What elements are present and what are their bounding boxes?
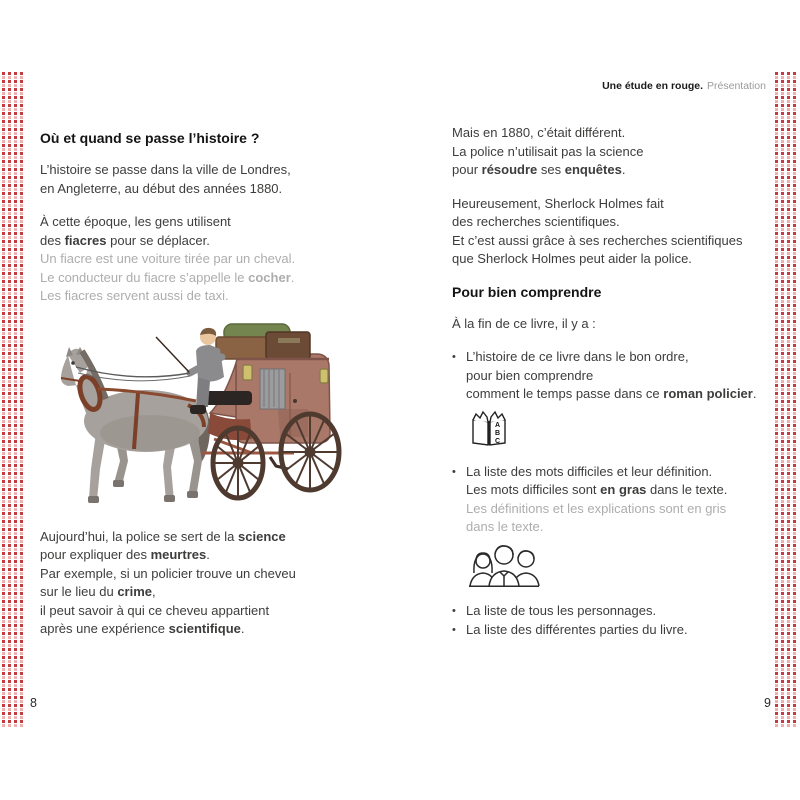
text-line: Les mots difficiles sont en gras dans le texte.: [466, 482, 728, 497]
bullet-dot: •: [452, 465, 456, 478]
bullet-dot: •: [452, 624, 456, 636]
text-line: La liste des différentes parties du livre.: [466, 622, 688, 637]
bullet-item: [452, 348, 786, 404]
left-page: [40, 124, 374, 654]
text-line: Les fiacres servent aussi de taxi.: [40, 288, 229, 303]
book-letter-b: B: [495, 429, 501, 437]
bullet-item: [452, 463, 786, 537]
bullet-dot: •: [452, 351, 456, 363]
text-line: des fiacres pour se déplacer.: [40, 232, 210, 248]
text-line: pour bien comprendre: [466, 367, 594, 383]
text-line: que Sherlock Holmes peut aider la police.: [452, 251, 692, 266]
text-line: Aujourd’hui, la police se sert de la science: [40, 528, 286, 544]
right-page: [452, 124, 786, 641]
text-line: dans le texte.: [466, 519, 544, 534]
page-number-right: 9: [764, 696, 771, 710]
text-line: sur le lieu du crime,: [40, 584, 156, 599]
section-heading: Pour bien comprendre: [452, 283, 602, 300]
text-line: La liste des mots difficiles et leur définition.: [466, 463, 713, 479]
text-line: Les définitions et les explications sont en gris: [466, 500, 727, 516]
text-line: À la fin de ce livre, il y a :: [452, 315, 596, 331]
paragraph: [452, 124, 786, 180]
section-heading: Où et quand se passe l’histoire ?: [40, 130, 260, 146]
text-line: il peut savoir à qui ce cheveu appartient: [40, 602, 270, 618]
bullet-dot: •: [452, 604, 456, 617]
text-line: La liste de tous les personnages.: [466, 602, 657, 618]
text-line: après une expérience scientifique.: [40, 621, 245, 636]
running-header: [602, 80, 766, 92]
left-dotted-border: [2, 72, 25, 727]
text-line: L’histoire se passe dans la ville de Londres,: [40, 162, 291, 177]
text-line: Par exemple, si un policier trouve un cheveu: [40, 565, 296, 581]
text-line: pour expliquer des meurtres.: [40, 547, 210, 562]
text-line: pour résoudre ses enquêtes.: [452, 162, 626, 177]
three-people-icon: [466, 543, 786, 592]
horse-carriage-drawing: [38, 321, 372, 511]
open-book-abc-icon: [466, 410, 786, 451]
text-line: La police n’utilisait pas la science: [452, 143, 644, 159]
right-page-content: [452, 124, 786, 640]
text-line: Un fiacre est une voiture tirée par un cheval.: [40, 251, 296, 266]
text-line: en Angleterre, au début des années 1880.: [40, 180, 283, 196]
text-line: comment le temps passe dans ce roman policier.: [466, 386, 757, 401]
bullet-item: [452, 602, 786, 621]
paragraph: [40, 528, 374, 639]
text-line: des recherches scientifiques.: [452, 214, 620, 229]
book-title: Une étude en rouge.: [602, 80, 704, 92]
paragraph: [452, 315, 786, 334]
paragraph: [40, 161, 374, 198]
text-line: L’histoire de ce livre dans le bon ordre,: [466, 349, 689, 364]
book-letter-c: C: [495, 437, 501, 445]
paragraph: [452, 195, 786, 269]
text-line: Mais en 1880, c’était différent.: [452, 125, 626, 140]
bullet-item: [452, 621, 786, 640]
text-line: Le conducteur du fiacre s’appelle le cocher.: [40, 269, 295, 285]
paragraph: [40, 213, 374, 306]
text-line: Et c’est aussi grâce à ses recherches scientifiques: [452, 232, 743, 248]
book-letter-a: A: [495, 421, 501, 429]
section-title: Présentation: [707, 80, 766, 92]
text-line: Heureusement, Sherlock Holmes fait: [452, 195, 664, 211]
left-page-content: [40, 130, 374, 639]
text-line: À cette époque, les gens utilisent: [40, 214, 231, 229]
fiacre-illustration: [38, 321, 374, 516]
page-number-left: 8: [30, 696, 37, 710]
